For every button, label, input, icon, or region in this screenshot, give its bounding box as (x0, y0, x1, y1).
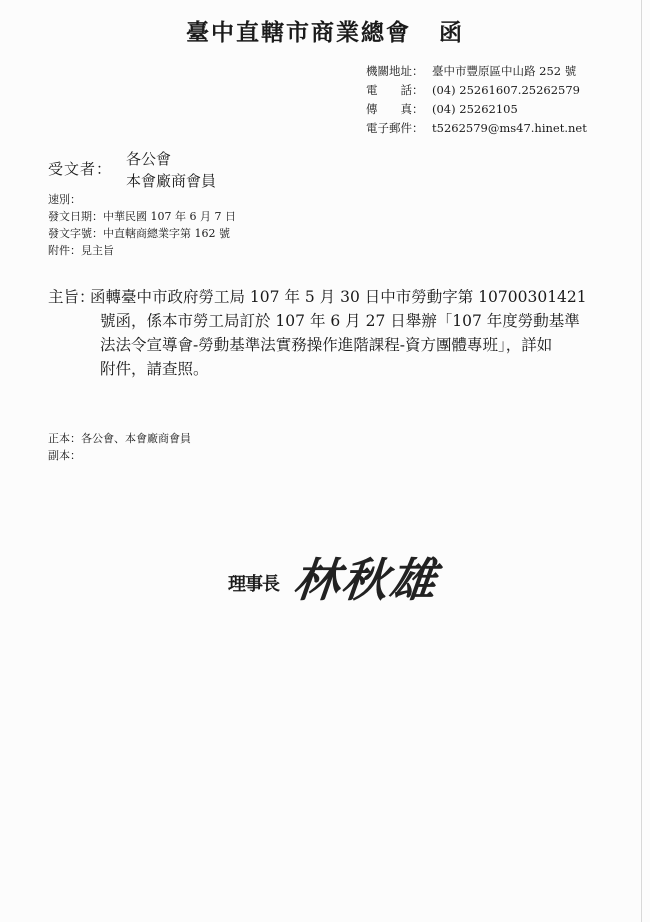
fax-label: 傳 真： (366, 102, 424, 116)
signatory-role: 理事長 (228, 574, 279, 595)
recipient-name: 各公會 (126, 150, 172, 168)
email-value: t5262579@ms47.hinet.net (432, 121, 587, 135)
email-label: 電子郵件： (366, 121, 424, 135)
date-value: 中華民國 107 年 6 月 7 日 (103, 210, 236, 223)
subject-line: 號函，係本市勞工局訂於 107 年 6 月 27 日舉辦「107 年度勞動基準 (100, 312, 580, 330)
letterhead-title (0, 14, 650, 47)
subject-line: 函轉臺中市政府勞工局 107 年 5 月 30 日中市勞動字第 10700301421 (90, 288, 587, 306)
fax-value: (04) 25262105 (432, 102, 518, 116)
number-value: 中直轄商總業字第 162 號 (103, 227, 230, 240)
doc-type: 函 (439, 19, 464, 46)
main-label: 正本： (48, 432, 81, 445)
signatory-name: 林秋雄 (290, 553, 441, 607)
recipient-names (126, 148, 216, 192)
date-label: 發文日期： (48, 210, 103, 223)
copy-recipients-row (48, 447, 191, 464)
speed-row (48, 191, 236, 208)
address-label: 機關地址： (366, 64, 424, 78)
main-recipients-row (48, 430, 191, 447)
main-value: 各公會、本會廠商會員 (81, 432, 191, 445)
scan-edge (641, 0, 642, 922)
date-row (48, 208, 236, 225)
sender-address-row (366, 62, 587, 81)
subject-line: 法法令宣導會-勞動基準法實務操作進階課程-資方團體專班」，詳如 (100, 336, 553, 354)
speed-label: 速別： (48, 193, 81, 206)
sender-phone-row (366, 81, 587, 100)
number-row (48, 225, 236, 242)
phone-label: 電 話： (366, 83, 424, 97)
attachment-value: 見主旨 (81, 244, 114, 257)
subject-label: 主旨： (48, 288, 95, 306)
phone-value: (04) 25261607.25262579 (432, 83, 580, 97)
sender-fax-row (366, 100, 587, 119)
attachment-label: 附件： (48, 244, 81, 257)
recipient-name: 本會廠商會員 (126, 172, 217, 190)
sender-info (366, 62, 587, 138)
attachment-row (48, 242, 236, 259)
number-label: 發文字號： (48, 227, 103, 240)
org-name: 臺中直轄市商業總會 (186, 19, 411, 46)
sender-email-row (366, 119, 587, 138)
distribution-block (48, 430, 191, 464)
subject-line: 附件，請查照。 (100, 360, 209, 378)
recipient-label: 受文者： (48, 160, 113, 178)
copy-label: 副本： (48, 449, 81, 462)
address-value: 臺中市豐原區中山路 252 號 (432, 64, 577, 78)
document-meta (48, 191, 236, 259)
signature-block (228, 540, 488, 620)
subject-body (90, 285, 610, 381)
